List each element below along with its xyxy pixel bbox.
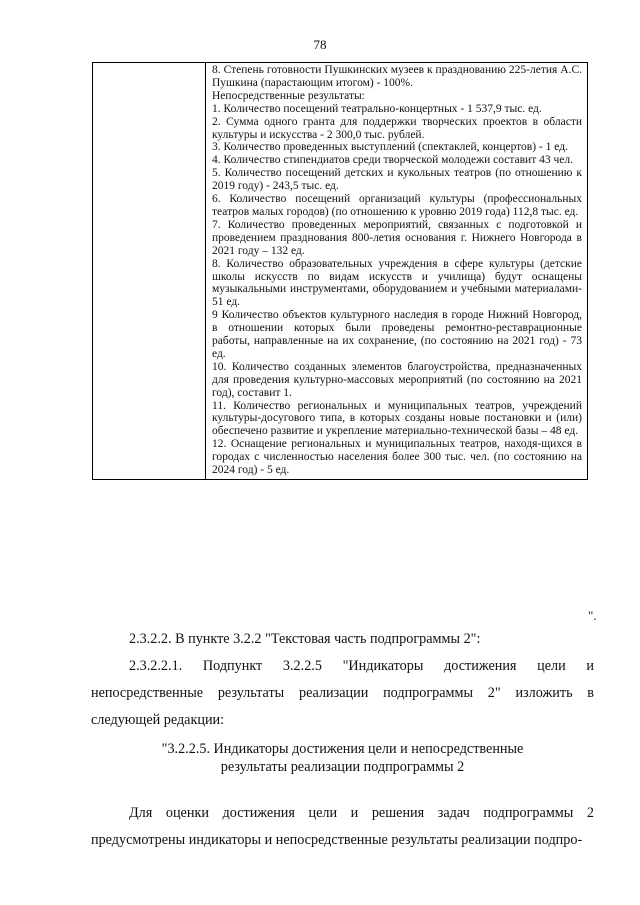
cell-item-7: 7. Количество проведенных мероприятий, связанных с подготовкой и проведением празднования 800-летия основания г. Нижнего Новгорода в 2021 году – 132 ед. (212, 218, 582, 257)
cell-item-10: 10. Количество созданных элементов благоустройства, предназначенных для проведения культурно-массовых мероприятий (по состоянию на 2021 год), составит 1. (212, 360, 582, 399)
table-right-cell (206, 63, 588, 480)
cell-item-8-degree: 8. Степень готовности Пушкинских музеев к празднованию 225-летия А.С. Пушкина (парастающим итогом) - 100%. (212, 64, 582, 89)
cell-item-9: 9 Количество объектов культурного наследия в городе Нижний Новгород, в отношении которых были проведены ремонтно-реставрационные работы, направленные на их сохранение, (по состоянию на 2021 год) - 73 ед. (212, 309, 582, 360)
cell-item-4: 4. Количество стипендиатов среди творческой молодежи составит 43 чел. (212, 154, 573, 167)
indicators-table (92, 62, 588, 480)
paragraph-2-3-2-2: 2.3.2.2. В пункте 3.2.2 "Текстовая часть подпрограммы 2": (129, 631, 481, 647)
cell-item-3: 3. Количество проведенных выступлений (спектаклей, концертов) - 1 ед. (212, 141, 568, 154)
section-heading-line-1: "3.2.2.5. Индикаторы достижения цели и непосредственные (161, 741, 524, 757)
cell-item-1: 1. Количество посещений театрально-концертных - 1 537,9 тыс. ед. (212, 102, 542, 115)
cell-item-6: 6. Количество посещений организаций культуры (профессиональных театров малых городов) (по отношению к уровню 2019 года) 112,8 тыс. ед. (212, 193, 582, 218)
section-heading-line-2: результаты реализации подпрограммы 2 (220, 759, 465, 775)
cell-item-12: 12. Оснащение региональных и муниципальных театров, находя-щихся в городах с численностью населения более 300 тыс. чел. (по состоянию на 2024 год) - 5 ед. (212, 438, 582, 477)
cell-item-5: 5. Количество посещений детских и кукольных театров (по отношению к 2019 году) - 243,5 тыс. ед. (212, 167, 582, 193)
table-row (93, 63, 588, 480)
paragraph-2-3-2-2-1: 2.3.2.2.1. Подпункт 3.2.2.5 "Индикаторы достижения цели и непосредственные результаты реализации подпрограммы 2" изложить в следующей редакции: (91, 658, 594, 728)
page-number: 78 (313, 37, 327, 52)
cell-item-11: 11. Количество региональных и муниципальных театров, учреждений культуры-досугового типа, в которых созданы новые постановки и (или) обеспечено развитие и укрепление материально-технической базы – 48 ед. (212, 399, 582, 438)
cell-item-2: 2. Сумма одного гранта для поддержки творческих проектов в области культуры и искусства - 2 300,0 тыс. рублей. (212, 115, 582, 141)
cell-direct-results-heading: Непосредственные результаты: (212, 89, 365, 102)
cell-item-8: 8. Количество образовательных учреждения в сфере культуры (детские школы искусств по видам искусств и училища) будут оснащены музыкальными инструментами, оборудованием и учебными материалами- 51 ед. (212, 257, 582, 309)
table-left-cell (93, 63, 206, 480)
closing-quote: ". (588, 608, 597, 623)
section-heading (91, 740, 594, 776)
paragraph-assessment: Для оценки достижения цели и решения задач подпрограммы 2 предусмотрены индикаторы и непосредственные результаты реализации подпро- (91, 805, 594, 848)
